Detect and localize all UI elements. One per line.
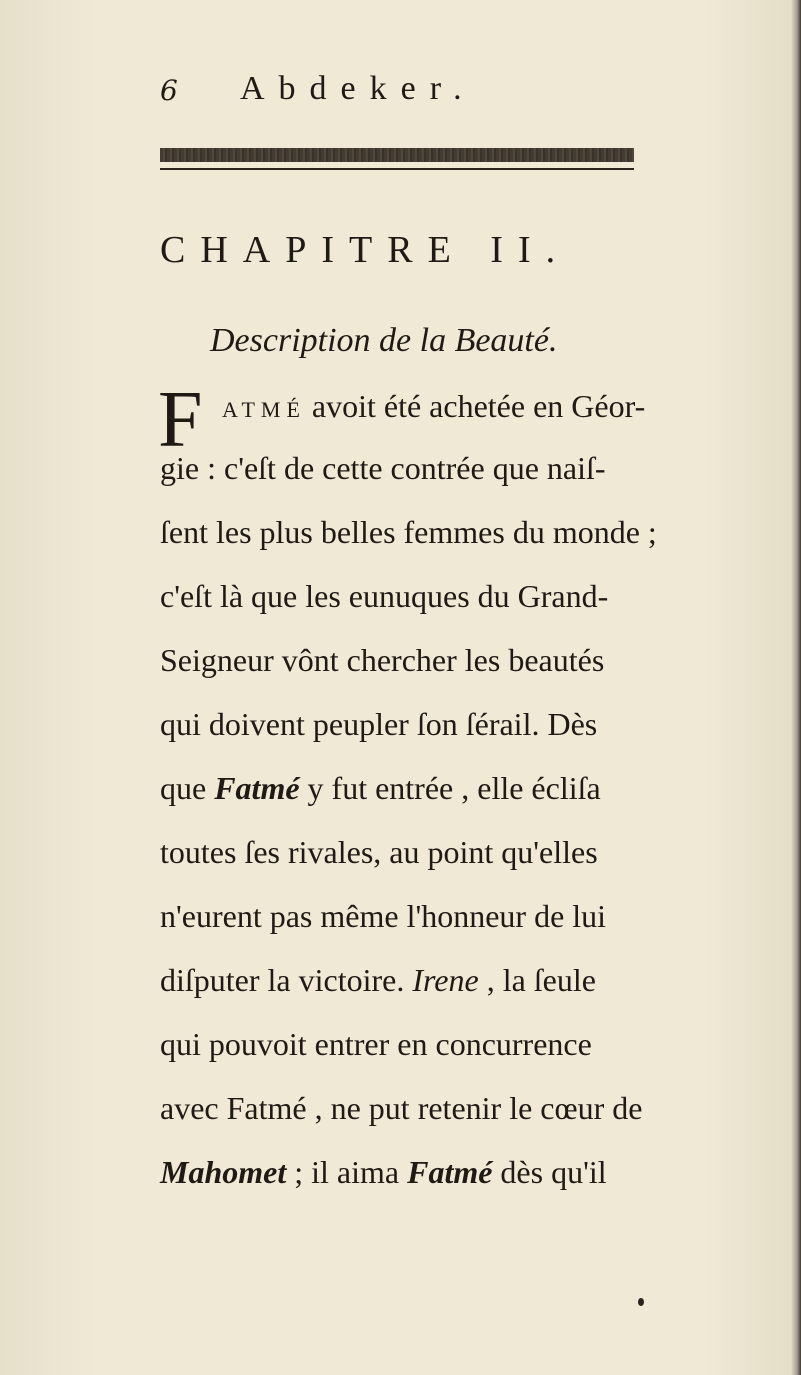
line10-b: , la ſeule [478,962,596,998]
line13-b: dès qu'il [492,1154,607,1190]
first-word-smallcaps: ATMÉ [222,397,306,422]
header-rule [160,168,634,170]
line10-italic: Irene [412,962,479,998]
page-edge-shadow [791,0,801,1375]
first-line-rest: avoit été achetée en Géor- [311,388,646,424]
line13-italic-2: Fatmé [407,1154,493,1190]
text-line-9: n'eurent pas même l'honneur de lui [160,898,607,934]
line7-italic: Fatmé [214,770,300,806]
page-number: 6 [160,74,178,107]
text-line-10 [160,960,620,1000]
line10-a: diſputer la victoire. [160,962,413,998]
ink-dot [638,1298,644,1306]
text-line-8: toutes ſes rivales, au point qu'elles [160,834,598,870]
running-title: Abdeker. [240,70,476,107]
text-line-1 [222,386,682,430]
text-line-3: ſent les plus belles femmes du monde ; [160,514,657,550]
chapter-heading: CHAPITRE II. [160,229,571,271]
line13-italic: Mahomet [160,1154,287,1190]
line7-a: que [160,770,215,806]
chapter-subtitle: Description de la Beauté. [210,322,558,359]
text-line-4: c'eſt là que les eunuques du Grand- [160,578,609,614]
text-line-2: gie : c'eſt de cette contrée que naiſ- [160,450,606,486]
text-line-12: avec Fatmé , ne put retenir le cœur de [160,1090,643,1126]
header-ornament [160,148,634,162]
drop-cap: F [158,376,203,464]
line13-a: ; il aima [286,1154,408,1190]
text-line-6: qui doivent peupler ſon ſérail. Dès [160,706,598,742]
running-head [160,70,640,118]
line7-b: y fut entrée , elle écliſa [299,770,601,806]
text-line-13 [160,1152,620,1192]
text-line-7 [160,768,620,808]
text-line-5: Seigneur vônt chercher les beautés [160,642,605,678]
text-line-11: qui pouvoit entrer en concurrence [160,1026,592,1062]
